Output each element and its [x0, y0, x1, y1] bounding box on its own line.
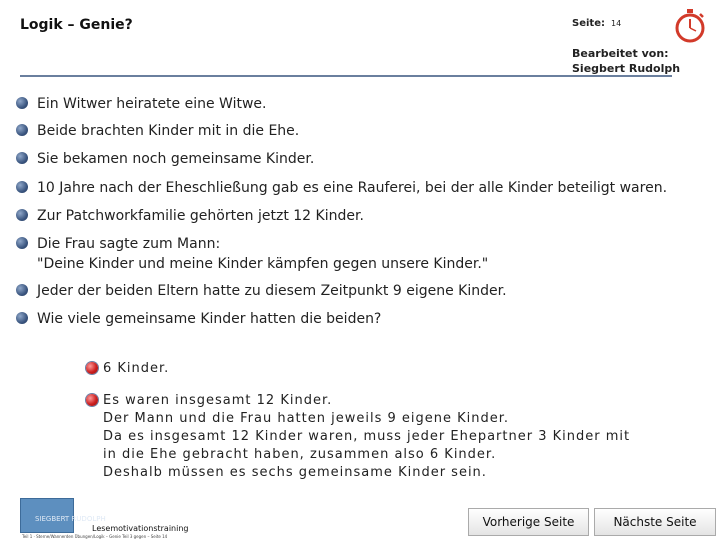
- header-divider: [20, 75, 672, 77]
- bullet-icon: [16, 209, 28, 221]
- editor-info: [572, 46, 680, 76]
- bullet-icon: [16, 312, 28, 324]
- footer-path: Teil 1 · Sterne/Wannerden Übungen/Logik – Genie Teil 3 gegen – Seite 14: [22, 534, 168, 539]
- bullet-icon: [16, 152, 28, 164]
- bullet-icon: [16, 181, 28, 193]
- next-page-button[interactable]: Nächste Seite: [594, 508, 716, 536]
- stopwatch-icon[interactable]: [672, 8, 708, 44]
- page-number: 14: [611, 19, 622, 28]
- answer-bullet-icon: [86, 394, 98, 406]
- edited-by-name: Siegbert Rudolph: [572, 62, 681, 75]
- answer-bullet-icon: [86, 362, 98, 374]
- logo-text: SIEGBERT RUDOLPH: [35, 515, 106, 523]
- previous-page-button[interactable]: Vorherige Seite: [468, 508, 589, 536]
- bullet-icon: [16, 284, 28, 296]
- page-title: Logik – Genie?: [20, 17, 133, 33]
- edited-by-label: Bearbeitet von:: [572, 47, 669, 60]
- bullet-icon: [16, 97, 28, 109]
- bullet-icon: [16, 237, 28, 249]
- training-name: Lesemotivationstraining: [92, 524, 189, 533]
- bullet-icon: [16, 124, 28, 136]
- page-label: Seite:: [572, 18, 605, 29]
